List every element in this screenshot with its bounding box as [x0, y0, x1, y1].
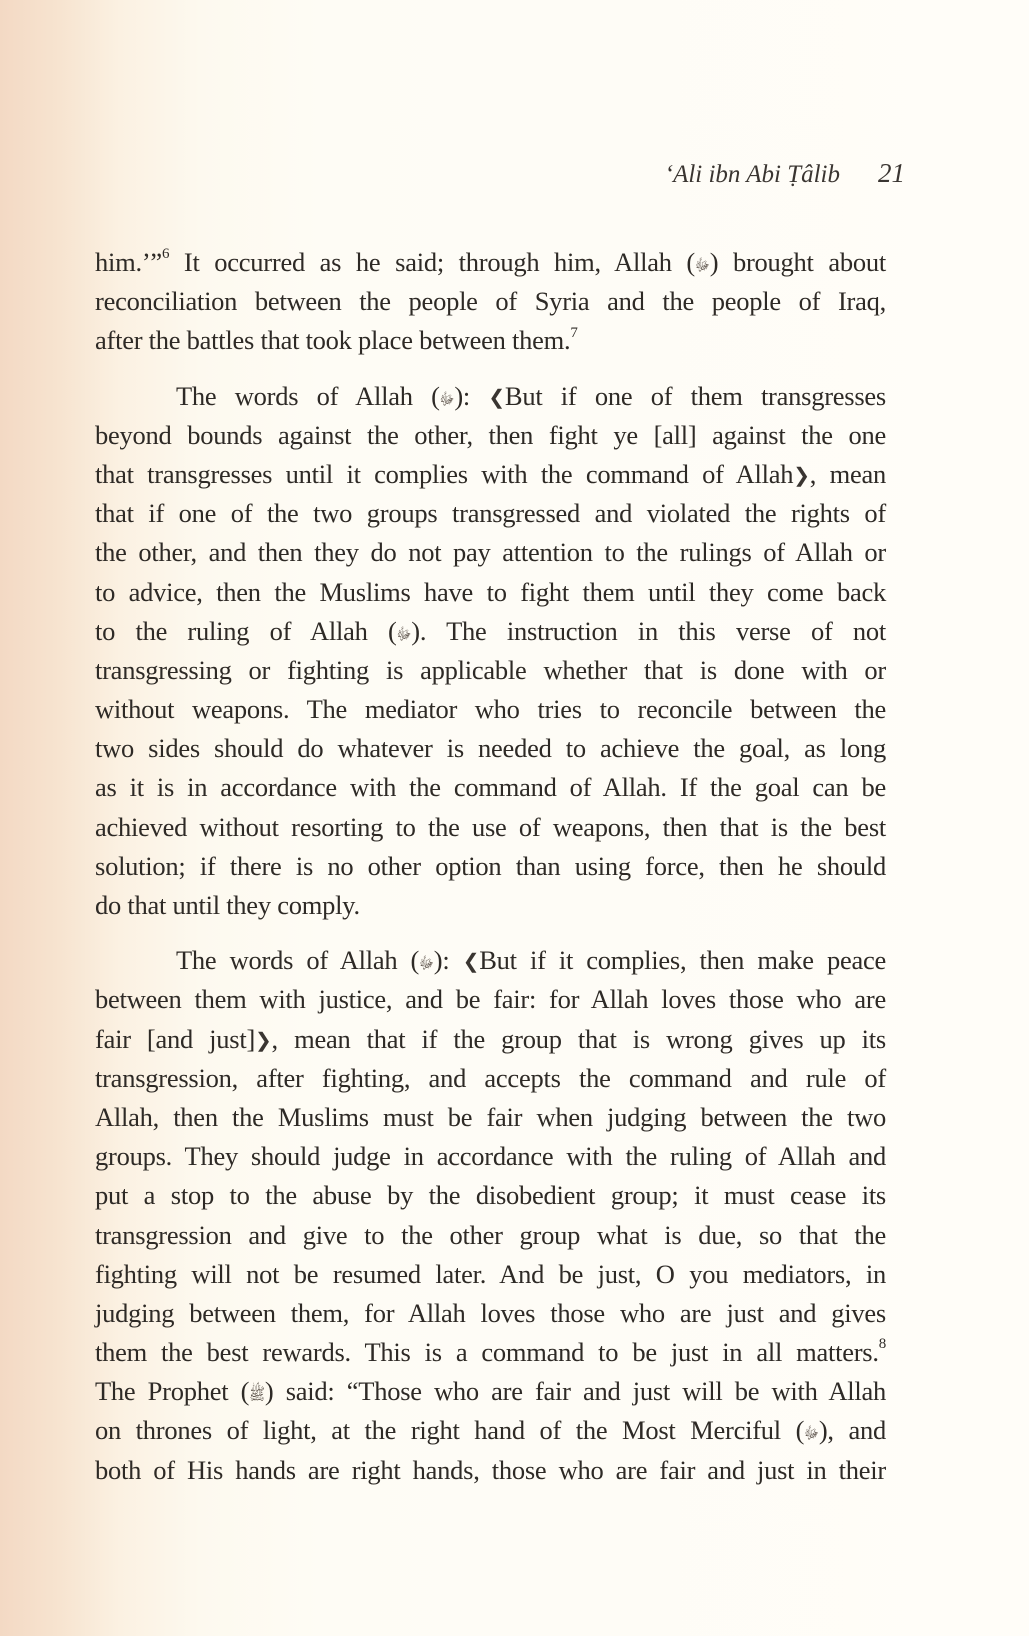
text-line: fighting will not be resumed later. And be just, O you mediators, in [95, 1258, 886, 1289]
text-line: The words of Allah (ﷻ): ❮But if one of them transgresses [95, 377, 886, 416]
text-line: both of His hands are right hands, those who are fair and just in their [95, 1454, 886, 1485]
text-line: on thrones of light, at the right hand of the Most Merciful (ﷻ), and [95, 1411, 886, 1450]
text-line: after the battles that took place between them.$^7$ [95, 324, 578, 356]
paragraph [95, 377, 886, 926]
text-line: that transgresses until it complies with the command of Allah❯, mean [95, 458, 887, 489]
text-line: to advice, then the Muslims have to fight them until they come back [95, 576, 886, 607]
text-line: him.’”$^6$ It occurred as he said; through him, Allah (ﷻ) brought about [95, 243, 886, 282]
quran-open-bracket-icon: ❮ [462, 951, 480, 974]
text-line: that if one of the two groups transgressed and violated the rights of [95, 498, 886, 529]
quran-close-bracket-icon: ❯ [793, 464, 810, 487]
text-line: groups. They should judge in accordance with the ruling of Allah and [95, 1141, 886, 1172]
allah-honorific-icon: ﷻ [804, 1423, 819, 1443]
paragraph-gap [95, 361, 886, 377]
paragraph-gap [95, 925, 886, 941]
footnote-marker[interactable]: 8 [878, 1336, 886, 1353]
footnote-marker[interactable]: 6 [161, 246, 170, 263]
text-line: as it is in accordance with the command of Allah. If the goal can be [95, 772, 886, 803]
running-head-title: ‘Ali ibn Abi Ṭâlib [664, 161, 840, 188]
text-line: solution; if there is no other option than using force, then he should [95, 850, 886, 881]
text-line: reconciliation between the people of Syria and the people of Iraq, [95, 286, 886, 317]
paragraph [95, 941, 886, 1490]
text-line: the other, and then they do not pay attention to the rulings of Allah or [95, 537, 886, 568]
text-line: two sides should do whatever is needed to achieve the goal, as long [95, 733, 886, 764]
text-line: transgressing or fighting is applicable whether that is done with or [95, 654, 886, 685]
body-text [95, 243, 886, 1490]
text-line: transgression, after fighting, and accepts the command and rule of [95, 1062, 886, 1093]
text-line: to the ruling of Allah (ﷻ). The instruction in this verse of not [95, 612, 886, 651]
paragraph [95, 243, 886, 361]
running-head [0, 158, 905, 189]
quran-close-bracket-icon: ❯ [255, 1029, 272, 1052]
prophet-honorific-icon: ﷺ [249, 1383, 265, 1404]
allah-honorific-icon: ﷻ [695, 254, 710, 275]
text-line: do that until they comply. [95, 890, 360, 920]
allah-honorific-icon: ﷻ [419, 952, 434, 973]
allah-honorific-icon: ﷻ [396, 623, 412, 643]
text-line: The words of Allah (ﷻ): ❮But if it complies, then make peace [95, 941, 886, 980]
text-line: The Prophet (ﷺ) said: “Those who are fair and just will be with Allah [95, 1372, 886, 1411]
text-line: fair [and just]❯, mean that if the group that is wrong gives up its [95, 1023, 886, 1054]
text-line: transgression and give to the other group what is due, so that the [95, 1219, 886, 1250]
text-line: them the best rewards. This is a command to be just in all matters.$^8$ [95, 1336, 886, 1368]
text-line: judging between them, for Allah loves those who are just and gives [95, 1297, 886, 1328]
text-line: beyond bounds against the other, then fight ye [all] against the one [95, 419, 886, 450]
text-line: achieved without resorting to the use of weapons, then that is the best [95, 811, 886, 842]
page-number: 21 [878, 158, 905, 188]
quran-open-bracket-icon: ❮ [488, 386, 505, 409]
text-line: put a stop to the abuse by the disobedient group; it must cease its [95, 1180, 886, 1211]
allah-honorific-icon: ﷻ [439, 388, 455, 408]
text-line: without weapons. The mediator who tries to reconcile between the [95, 694, 886, 725]
text-line: between them with justice, and be fair: for Allah loves those who are [95, 984, 886, 1015]
footnote-marker[interactable]: 7 [570, 324, 578, 341]
text-line: Allah, then the Muslims must be fair when judging between the two [95, 1101, 886, 1132]
